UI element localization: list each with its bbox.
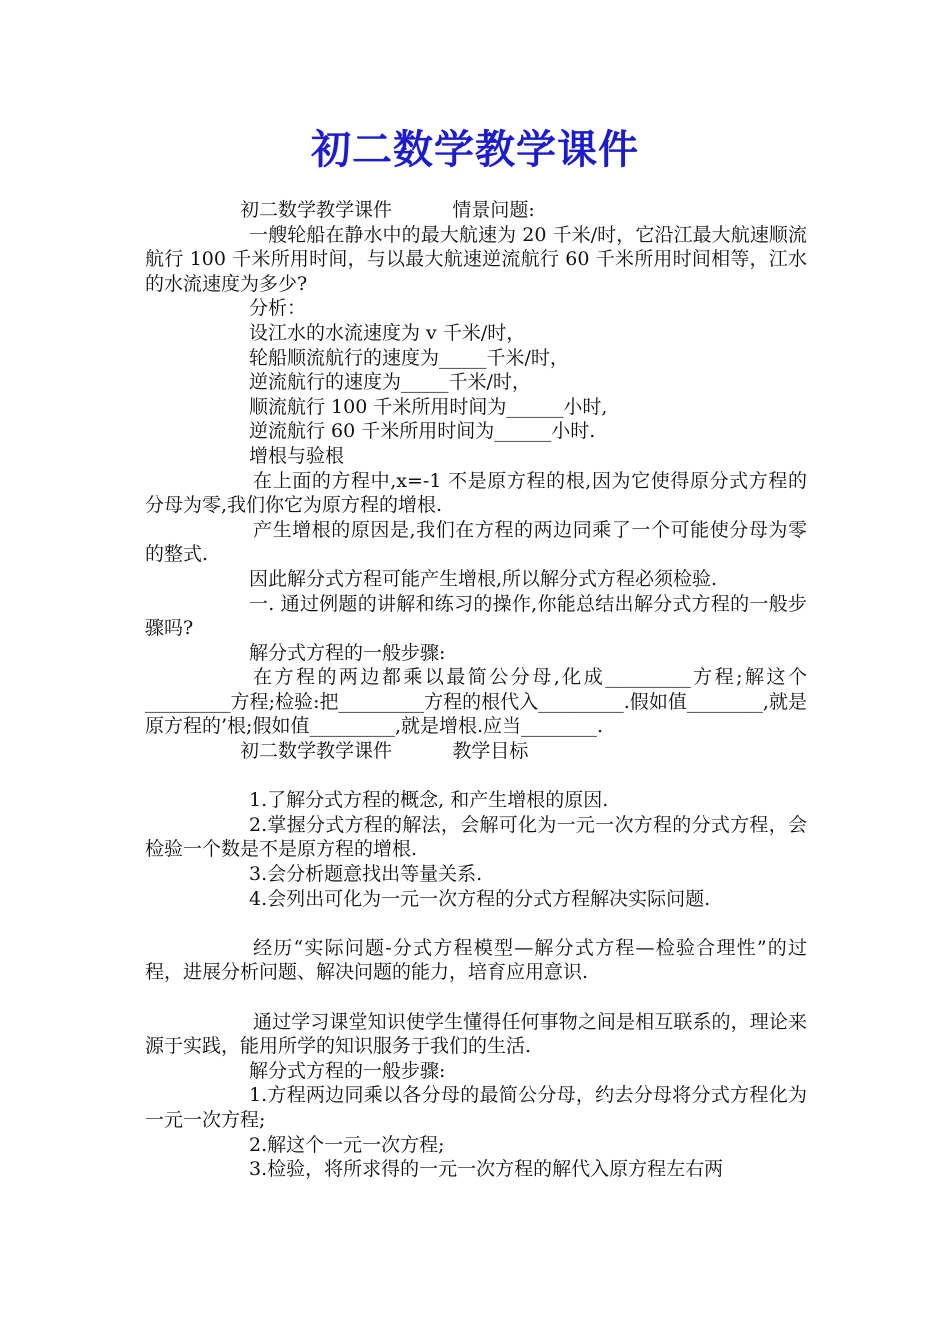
paragraph: 逆流航行 60 千米所用时间为______小时. [249,420,596,443]
paragraph: 一艘轮船在静水中的最大航速为 20 千米/时，它沿江最大航速顺流航行 100 千米所用时间，与以最大航速逆流航行 60 千米所用时间相等，江水的水流速度为多少? [145,223,807,295]
paragraph: 3.会分析题意找出等量关系. [249,863,483,886]
paragraph: 1.了解分式方程的概念, 和产生增根的原因. [249,789,609,812]
paragraph: 3.检验，将所求得的一元一次方程的解代入原方程左右两 [249,1158,724,1181]
blank-line [145,985,807,1010]
blank-line [145,764,807,789]
paragraph: 产生增根的原因是,我们在方程的两边同乘了一个可能使分母为零的整式. [145,518,807,566]
paragraph: 顺流航行 100 千米所用时间为______小时, [249,395,608,418]
document-title: 初二数学教学课件 [311,127,639,173]
paragraph: 经历“实际问题-分式方程模型—解分式方程—检验合理性”的过程，进展分析问题、解决问题的能力，培育应用意识. [145,936,807,984]
paragraph: 解分式方程的一般步骤: [249,1059,446,1082]
paragraph: 设江水的水流速度为 v 千米/时， [249,321,526,344]
paragraph: 2.解这个一元一次方程; [249,1133,445,1156]
paragraph: 解分式方程的一般步骤: [249,641,446,664]
paragraph: 一. 通过例题的讲解和练习的操作,你能总结出解分式方程的一般步骤吗? [145,592,807,640]
paragraph: 4.会列出可化为一元一次方程的分式方程解决实际问题. [249,887,711,910]
paragraph: 分析： [249,297,307,320]
paragraph: 2.掌握分式方程的解法，会解可化为一元一次方程的分式方程，会检验一个数是不是原方程的增根. [145,813,807,861]
paragraph: 轮船顺流航行的速度为_____千米/时， [249,346,569,369]
paragraph: 在方程的两边都乘以最简公分母,化成_________方程;解这个_________方程;检验:把_________方程的根代入_________.假如值________,就是原方程的’根;假如值_________,就是增根.应当________. [145,666,807,738]
paragraph: 在上面的方程中,x=-1 不是原方程的根,因为它使得原分式方程的分母为零,我们你它为原方程的增根. [145,469,807,517]
section-heading: 初二数学教学课件 教学目标 [240,740,529,763]
paragraph: 1.方程两边同乘以各分母的最简公分母，约去分母将分式方程化为一元一次方程; [145,1084,807,1131]
paragraph: 逆流航行的速度为_____千米/时， [249,371,531,394]
document-body [145,198,807,1182]
paragraph: 因此解分式方程可能产生增根,所以解分式方程必须检验. [249,567,718,590]
paragraph: 增根与验根 [249,444,345,467]
section-heading: 初二数学教学课件 情景问题: [240,199,535,221]
paragraph: 通过学习课堂知识使学生懂得任何事物之间是相互联系的，理论来源于实践，能用所学的知识服务于我们的生活. [145,1010,807,1058]
blank-line [145,911,807,936]
